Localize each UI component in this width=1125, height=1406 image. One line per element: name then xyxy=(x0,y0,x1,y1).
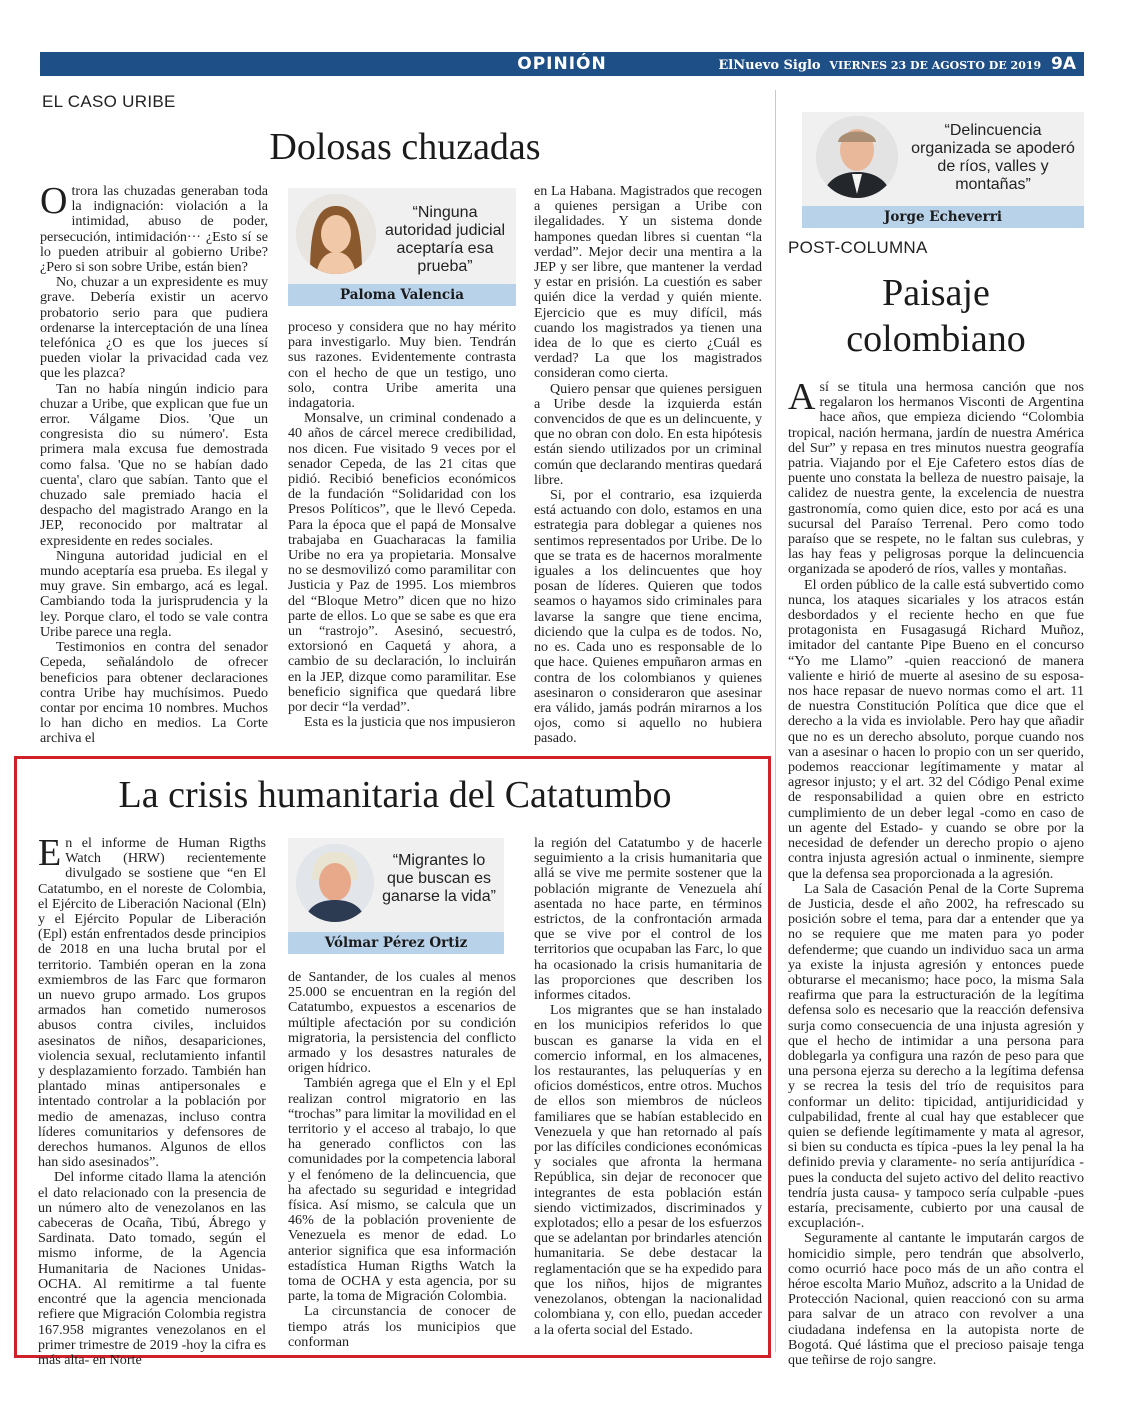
pull-quote-box xyxy=(288,838,504,954)
headline-line: Paisaje xyxy=(882,272,990,314)
article-body-col2 xyxy=(288,320,516,730)
paragraph: de Santander, de los cuales al menos 25.000 se encuentran en la región del Catatumbo, expuestos a escenarios de múltiple afectación por su condición migratoria, la persistencia del conflicto armado y los desastres naturales de origen hídrico. xyxy=(288,969,516,1077)
article-kicker: POST-COLUMNA xyxy=(788,238,928,257)
page-number: 9A xyxy=(1051,54,1076,74)
paragraph: en La Habana. Magistrados que recogen a quienes persigan a Uribe con ilegalidades. Y un sistema donde hampones quedan libres si cuentan “la verdad”. Mejor decir una mentira a la JEP y ser libre, que mantener la verdad y estar en prisión. La cuestión es saber quién dice la verdad y quién miente. Ejercicio que es muy difícil, más cuando los magistrados ya tienen una idea de lo que es cierto ¿Cuál es verdad? La que los magistrados consideran como cierta. xyxy=(534,183,762,382)
article-headline: La crisis humanitaria del Catatumbo xyxy=(118,774,672,816)
article-body-col3 xyxy=(534,836,762,1338)
paragraph: Testimonios en contra del senador Cepeda, señalándolo de ofrecer beneficios para obtener declaraciones contra Uribe hay muchísimos. Puedo contar por encima 10 nombres. Muchos lo han dicho en medios. La Corte archiva el xyxy=(40,639,268,747)
masthead-info xyxy=(718,52,1076,78)
paragraph: la región del Catatumbo y de hacerle seguimiento a la crisis humanitaria que allá se vive me permite sostener que la población migrante de Venezuela ahí asentada no hace parte, en términos estrictos, de la confrontación armada que se vive por el control de los territorios que ocupaban las Farc, lo que ha ocasionado la crisis humanitaria de las proporciones que describen los informes citados. xyxy=(534,835,762,1004)
section-title: OPINIÓN xyxy=(517,54,607,74)
paragraph: sí se titula una hermosa canción que nos regalaron los hermanos Visconti de Argentina hace años, que empieza diciendo “Colombia tropical, nación hermana, jardín de nuestra América del Sur” y repasa en tres minutos nuestra geografía patria. Viajando por el Eje Cafetero estos días de puente uno constata la belleza de nuestro paisaje, la calidez de nuestra gente, la excelencia de nuestra gastronomía, como quien dice, esto por acá es una sucursal del Paraíso Terrenal. Pero como todo paraíso que se respete, no le faltan sus culebras, y las hay feas y peligrosas porque la delincuencia organizada se apoderó de ríos, valles y montañas. xyxy=(788,379,1084,578)
paragraph: trora las chuzadas generaban toda la indignación: violación a la intimidad, abuso de poder, persecución, intimidación··· ¿Esto sí se lo pueden atribuir al gobierno Uribe? ¿Pero si son sobre Uribe, están bien? xyxy=(40,183,268,276)
article-body-col1 xyxy=(40,180,268,747)
drop-cap: O xyxy=(40,180,68,222)
paragraph: Tan no había ningún indicio para chuzar a Uribe, que explican que fue un error. Válgame Dios. 'Que un congresista dio su número'. Esta primera mala excusa fue demostrada como falsa. 'Que no se habían dado cuenta', claro que sabían. Tanto que el chuzado sale premiado hacia el despacho del magistrado Arango en la JEP, reconocido por maltratar al expresidente en redes sociales. xyxy=(40,380,268,549)
paragraph: Los migrantes que se han instalado en los municipios referidos lo que buscan es ganarse la vida en el comercio informal, en los almacenes, los restaurantes, las peluquerías y en oficios domésticos, entre otros. Muchos de ellos son miembros de núcleos familiares que se habían establecido en Venezuela y que han retornado al país por las difíciles condiciones económicas y sociales que afronta la hermana República, sin dejar de reconocer que integrantes de esta población están siendo victimizados, discriminados y explotados; ello a pesar de los esfuerzos que se adelantan por brindarles atención humanitaria. Se debe destacar la reglamentación que se ha expedido para que los niños, hijos de migrantes venezolanos, obtengan la nacionalidad colombiana y, con ello, puedan acceder a la oferta social del Estado. xyxy=(534,1002,762,1338)
author-name: Vólmar Pérez Ortiz xyxy=(288,932,504,954)
headline-line: colombiano xyxy=(846,318,1026,360)
paragraph: Quiero pensar que quienes persiguen a Uribe desde la izquierda están convencidos de que es un delincuente, y que no obran con dolo. En esta hipótesis están siendo utilizados por un criminal común que declarando mentiras quedará libre. xyxy=(534,380,762,488)
pull-quote: “Ninguna autoridad judicial aceptaría esa prueba” xyxy=(384,204,506,275)
section-header-bar xyxy=(40,52,1084,76)
paragraph: El orden público de la calle está subvertido como nunca, los ataques sicariales y los atracos están desbordados y el reciente hecho en que fue protagonista en Fusagasugá Richard Muñoz, imitador del cantante Pipe Bueno en el concurso “Yo me Llamo” -quien reaccionó de manera valiente e hirió de muerte al asesino de su esposa- nos hace repasar de nuevo normas como el art. 11 de nuestra Constitución Política que dice que el derecho a la vida es inviolable. Pero hay que añadir que no es un derecho absoluto, porque cuando nos van a asesinar o hacen lo propio con un ser querido, podemos reaccionar legítimamente y matar al agresor injusto; y el art. 32 del Código Penal exime de responsabilidad a quien obre en estricto cumplimiento de un deber legal -como en caso de un agente del Estado- y cuando se obre por la necesidad de defender un derecho propio o ajeno contra injusta agresión actual o inminente, siempre que la defensa sea proporcionada a la agresión. xyxy=(788,576,1084,882)
article-body xyxy=(788,376,1084,1368)
paragraph: También agrega que el Eln y el Epl realizan control migratorio en las “trochas” para limitar la movilidad en el territorio y el acceso al trabajo, lo que ha generado conflictos con las comunidades por la competencia laboral y el fenómeno de la delincuencia, que ha afectado su seguridad e integridad física. Así mismo, se calcula que un 46% de la población proveniente de Venezuela es menor de edad. Lo anterior significa que esa información estadística Human Rigths Watch la toma de OCHA y esta agencia, por su parte, la toma de Migración Colombia. xyxy=(288,1075,516,1305)
drop-cap: E xyxy=(38,832,62,874)
paragraph: Monsalve, un criminal condenado a 40 años de cárcel merece credibilidad, nos dicen. Fue visitado 9 veces por el senador Cepeda, de las 21 citas que pidió. Recibió beneficios económicos de la fundación “Solidaridad con los Presos Políticos”, que le llevó Cepeda. Para la época que el papá de Monsalve trabajaba en Guacharacas la familia Uribe no era ya propietaria. Monsalve no se desmovilizó como paramilitar con Justicia y Paz de 1995. Los miembros del “Bloque Metro” dicen que no hizo parte de ellos. Lo que se sabe es que era un “rastrojo”. Asesinó, secuestró, extorsionó en Caquetá y ahora, a cambio de su declaración, lo incluirán en la JEP, dizque como paramilitar. Ese beneficio significa que quedará libre por decir “la verdad”. xyxy=(288,410,516,716)
brand-logo-text: ElNuevo Siglo xyxy=(718,58,821,73)
paragraph: Seguramente al cantante le imputarán cargos de homicidio simple, pero tendrán que absolverlo, como ocurrió hace poco más de un año contra el héroe escolta Mario Muñoz, adscrito a la Unidad de Protección Nacional, quien reaccionó con su arma para salvar de un atraco con revolver a una ciudadana indefensa en la autopista norte de Bogotá. Qué lástima que el precioso paisaje tenga que teñirse de rojo sangre. xyxy=(788,1230,1084,1368)
author-photo xyxy=(296,844,374,922)
author-name: Jorge Echeverri xyxy=(802,206,1084,228)
pull-quote: “Delincuencia organizada se apoderó de ríos, valles y montañas” xyxy=(911,122,1075,193)
column-divider xyxy=(775,90,776,1352)
pull-quote-box xyxy=(288,188,516,306)
article-body-col1 xyxy=(38,832,266,1368)
paragraph: n el informe de Human Rigths Watch (HRW) recientemente divulgado se sostiene que “en El Catatumbo, en el noreste de Colombia, el Ejército de Liberación Nacional (Eln) y el Ejército Popular de Liberación (Epl) están enfrentados desde principios de 2018 en una lucha brutal por el territorio. También operan en la zona exmiembros de las Farc que formaron un nuevo grupo armado. Los grupos armados han cometido numerosos abusos contra civiles, incluidos asesinatos de niños, desapariciones, violencia sexual, reclutamiento infantil y desplazamiento forzado. También han plantado minas antipersonales e intentado controlar a la población por medio de amenazas, incluso contra líderes comunitarios y defensores de derechos humanos. Algunos de ellos han sido asesinados”. xyxy=(38,835,266,1171)
paragraph: Ninguna autoridad judicial en el mundo aceptaría esa prueba. Es ilegal y muy grave. Sin embargo, acá es legal. Cambiando toda la jurisprudencia y la ley. Porque claro, el todo se vale contra Uribe parece una regla. xyxy=(40,547,268,640)
paragraph: proceso y considera que no hay mérito para investigarlo. Muy bien. Tendrán sus razones. Evidentemente contrasta con el hecho de que un testigo, uno solo, contra Uribe amerita una indagatoria. xyxy=(288,319,516,412)
paragraph: Esta es la justicia que nos impusieron xyxy=(304,714,516,731)
paragraph: Del informe citado llama la atención el dato relacionado con la presencia de un número alto de venezolanos en las cabeceras de Ocaña, Tibú, Ábrego y Sardinata. Dato tomado, según el mismo informe, de la Agencia Humanitaria de Naciones Unidas-OCHA. Al remitirme a tal fuente encontré que la agencia mencionada refiere que Migración Colombia registra 167.958 migrantes venezolanos en el primer trimestre de 2019 -hoy la cifra es más alta- en Norte xyxy=(38,1169,266,1368)
paragraph: La Sala de Casación Penal de la Corte Suprema de Justicia, desde el año 2002, ha refrescado su posición sobre el tema, para dar a entender que ya no se requiere que me maten para yo poder defenderme; que cuando un individuo saca un arma ya existe la injusta agresión y entonces puede obturarse el mecanismo; hace poco, la misma Sala reafirma que para la estructuración de la legítima defensa solo es necesario que la reacción defensiva surja como consecuencia de una injusta agresión y que el hecho de intimidar a una persona para doblegarla ya configura una razón de peso para que una persona ejerza su derecho a la legítima defensa y se recrea la tesis del trío de requisitos para conformar un delito: tipicidad, antijuridicidad y culpabilidad, frente al cual hay que establecer que quien se defiende legítimamente y mata al agresor, si bien su conducta es típica -pues la ley penal la ha definido previa y claramente- no sería antijurídica -pues la conducta del sujeto activo del delito reactivo tendría justa causa- y tampoco sería culpable -pues estaría, precisamente, cubierto por una causal de excuplación-. xyxy=(788,880,1084,1232)
issue-date: VIERNES 23 DE AGOSTO DE 2019 xyxy=(829,59,1042,72)
paragraph: La circunstancia de conocer de tiempo atrás los municipios que conforman xyxy=(288,1303,516,1350)
paragraph: Si, por el contrario, esa izquierda está actuando con dolo, estamos en una estrategia para doblegar a quienes nos sentimos representados por Uribe. De lo que se trata es de hacernos moralmente iguales a los delincuentes que hoy posan de líderes. Quieren que todos seamos o hayamos sido criminales para lavarse la sangre que tiene encima, diciendo que la culpa es de todos. No, no es. Cada uno es responsable de lo que hace. Quienes empuñaron armas en contra de los colombianos y quienes asesinaron o consideraron que asesinar era válido, jamás podrán mirarnos a los ojos, como si aquello no hubiera pasado. xyxy=(534,487,762,747)
author-photo xyxy=(296,194,376,274)
article-headline: Dolosas chuzadas xyxy=(269,126,541,168)
drop-cap: A xyxy=(788,376,816,418)
article-kicker: EL CASO URIBE xyxy=(42,92,176,111)
author-name: Paloma Valencia xyxy=(288,284,516,306)
pull-quote: “Migrantes lo que buscan es ganarse la vida” xyxy=(382,852,496,905)
author-photo xyxy=(816,116,898,198)
article-body-col3 xyxy=(534,184,762,747)
article-body-col2 xyxy=(288,970,516,1350)
pull-quote-box xyxy=(802,112,1084,228)
article-headline xyxy=(788,270,1084,362)
paragraph: No, chuzar a un expresidente es muy grave. Debería existir un acervo probatorio serio para que pudiera ordenarse la interceptación de una línea telefónica ¿O es que los jueces sí pueden violar la privacidad cada vez que les plazca? xyxy=(40,274,268,382)
